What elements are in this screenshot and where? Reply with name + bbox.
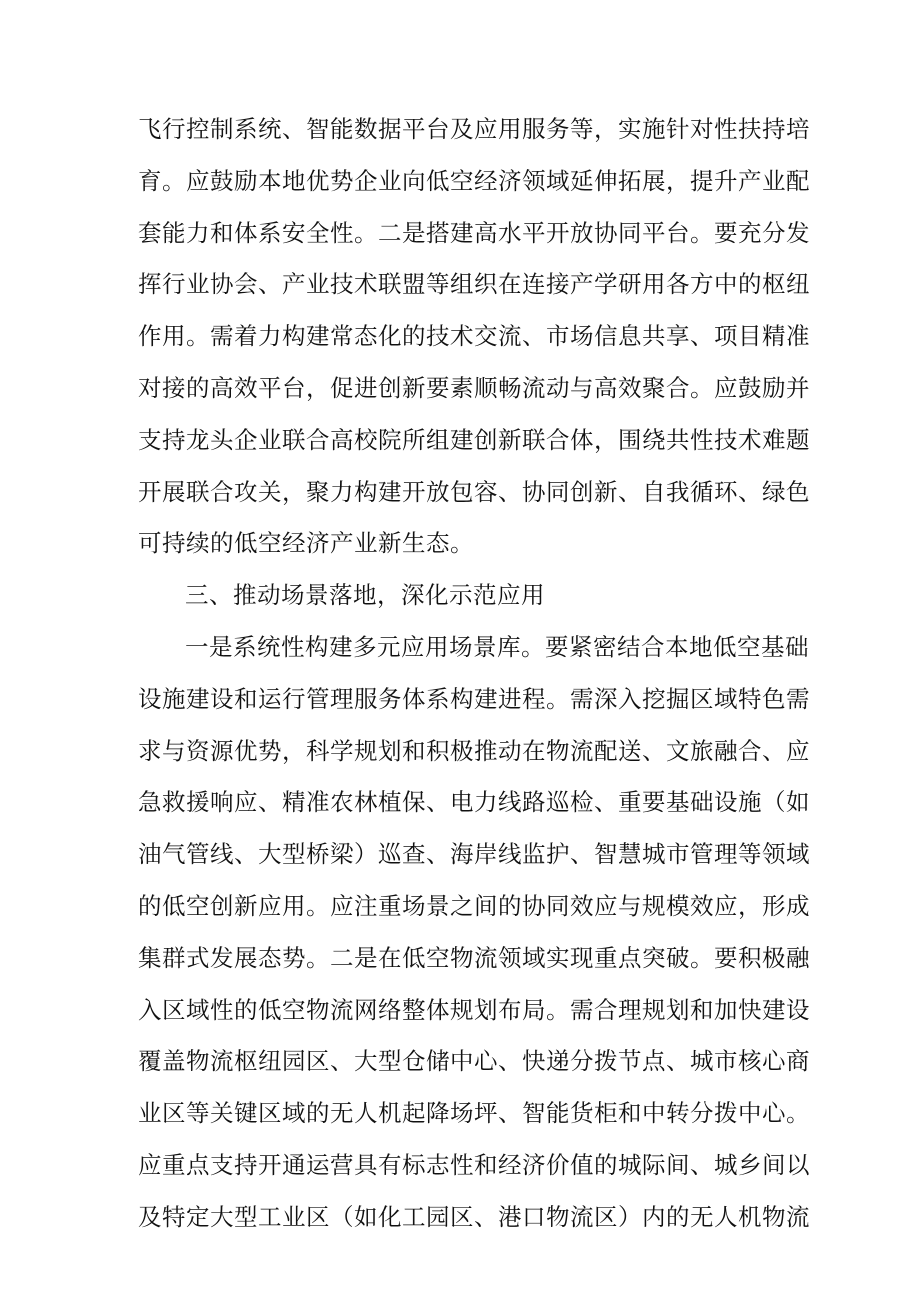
text-line: 的低空创新应用。应注重场景之间的协同效应与规模效应，形成	[138, 891, 810, 920]
body-text	[138, 104, 810, 1244]
section-heading: 三、推动场景落地，深化示范应用	[185, 581, 545, 610]
text-line: 及特定大型工业区（如化工园区、港口物流区）内的无人机物流	[138, 1202, 810, 1231]
text-line: 急救援响应、精准农林植保、电力线路巡检、重要基础设施（如	[138, 788, 810, 817]
text-line: 挥行业协会、产业技术联盟等组织在连接产学研用各方中的枢纽	[138, 270, 810, 299]
text-line: 对接的高效平台，促进创新要素顺畅流动与高效聚合。应鼓励并	[138, 373, 810, 402]
text-line: 飞行控制系统、智能数据平台及应用服务等，实施针对性扶持培	[138, 115, 810, 143]
text-line: 入区域性的低空物流网络整体规划布局。需合理规划和加快建设	[138, 995, 810, 1024]
text-line: 业区等关键区域的无人机起降场坪、智能货柜和中转分拨中心。	[138, 1099, 810, 1128]
text-line: 设施建设和运行管理服务体系构建进程。需深入挖掘区域特色需	[138, 684, 810, 713]
text-line: 集群式发展态势。二是在低空物流领域实现重点突破。要积极融	[138, 943, 810, 972]
text-line: 支持龙头企业联合高校院所组建创新联合体，围绕共性技术难题	[138, 425, 810, 454]
text-line: 套能力和体系安全性。二是搭建高水平开放协同平台。要充分发	[138, 218, 810, 247]
text-line: 一是系统性构建多元应用场景库。要紧密结合本地低空基础	[185, 632, 809, 661]
text-line: 覆盖物流枢纽园区、大型仓储中心、快递分拨节点、城市核心商	[138, 1047, 810, 1076]
text-line: 可持续的低空经济产业新生态。	[138, 529, 474, 558]
text-line: 求与资源优势，科学规划和积极推动在物流配送、文旅融合、应	[138, 736, 810, 765]
text-line: 育。应鼓励本地优势企业向低空经济领域延伸拓展，提升产业配	[138, 166, 810, 195]
text-line: 作用。需着力构建常态化的技术交流、市场信息共享、项目精准	[138, 322, 810, 351]
text-line: 油气管线、大型桥梁）巡查、海岸线监护、智慧城市管理等领域	[138, 840, 810, 869]
text-line: 开展联合攻关，聚力构建开放包容、协同创新、自我循环、绿色	[138, 477, 810, 506]
text-line: 应重点支持开通运营具有标志性和经济价值的城际间、城乡间以	[138, 1150, 810, 1179]
